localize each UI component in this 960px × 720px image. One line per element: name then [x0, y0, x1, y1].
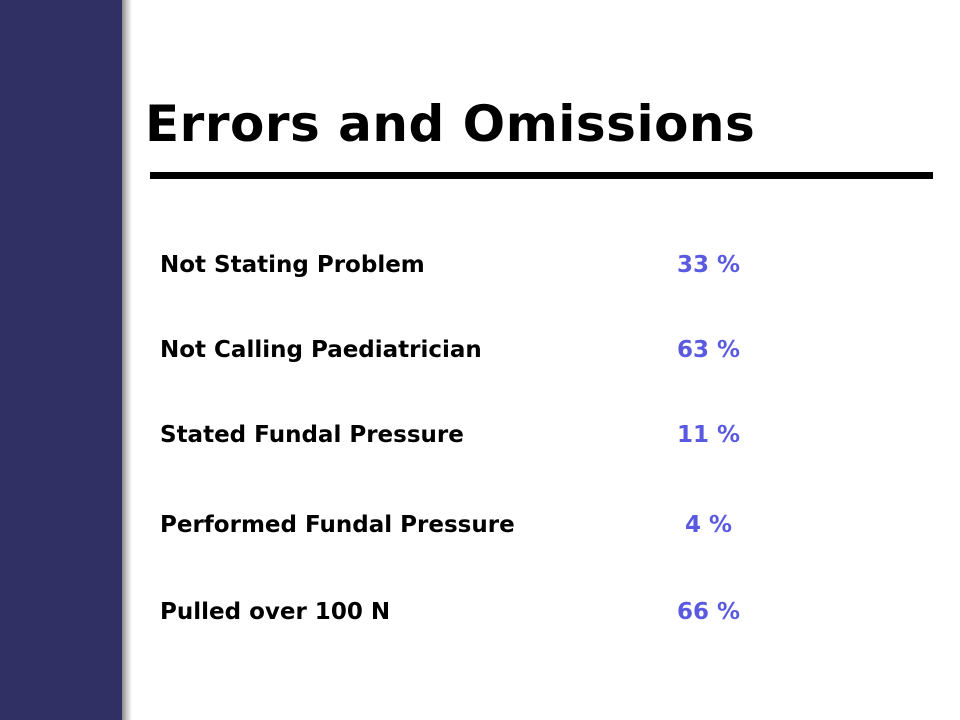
row-value: 4 % — [684, 512, 732, 538]
list-item-performed-fundal-pressure — [160, 505, 800, 545]
list-item-not-stating-problem — [160, 245, 800, 285]
list-item-stated-fundal-pressure — [160, 415, 800, 455]
row-value: 63 % — [676, 337, 740, 363]
row-label: Not Stating Problem — [160, 252, 425, 278]
list-item-not-calling-paediatrician — [160, 330, 800, 370]
row-value: 11 % — [676, 422, 740, 448]
side-accent-bar — [0, 0, 122, 720]
row-value: 33 % — [676, 252, 740, 278]
list-item-pulled-over-100n — [160, 592, 800, 632]
slide-title: Errors and Omissions — [145, 95, 756, 153]
row-label: Not Calling Paediatrician — [160, 337, 482, 363]
row-value: 66 % — [676, 599, 740, 625]
row-label: Performed Fundal Pressure — [160, 512, 515, 538]
row-label: Pulled over 100 N — [160, 599, 391, 625]
side-accent-shadow — [122, 0, 132, 720]
title-underline — [150, 172, 933, 179]
row-label: Stated Fundal Pressure — [160, 422, 464, 448]
